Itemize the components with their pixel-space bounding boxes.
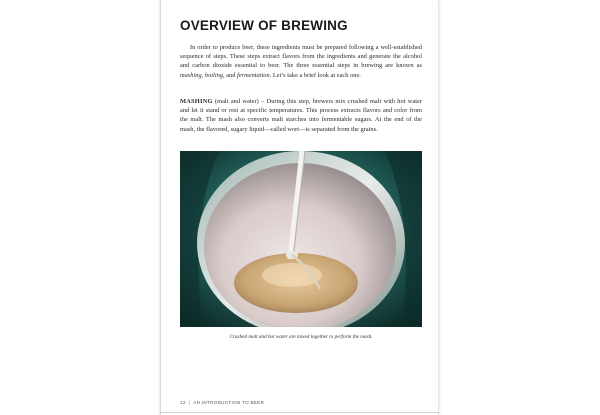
intro-comma: ,	[201, 71, 205, 79]
page-number: 12	[180, 400, 186, 405]
term-fermentation: fermentation	[237, 71, 270, 79]
page-bottom-edge	[160, 412, 439, 413]
mashing-paragraph	[180, 97, 422, 134]
mashing-text: (malt and water) – During this step, brewers mix crushed malt with hot water and let it stand or rest at specific temperatures. This process extracts flavors and color from the malt. The mash also converts malt starches into fermentable sugars. At the end of the mash, the flavored, sugary liquid—called wort—is separated from the grains.	[180, 98, 422, 133]
term-boiling: boiling	[204, 71, 223, 79]
intro-paragraph	[180, 43, 422, 80]
photo-caption: Crushed malt and hot water are mixed together to perform the mash.	[229, 334, 373, 340]
section-heading: OVERVIEW OF BREWING	[180, 18, 348, 33]
mashing-lead: MASHING	[180, 98, 213, 105]
intro-text-1: In order to produce beer, these ingredients must be prepared following a well-established sequence of steps. These steps extract flavors from the ingredients and generate the alcohol and carbon dioxide essential to beer. The three essential steps in brewing are known as	[180, 44, 422, 70]
term-mashing: mashing	[180, 71, 202, 79]
mash-tun-photo	[180, 151, 422, 327]
footer-separator: |	[188, 400, 191, 405]
intro-and: , and	[222, 71, 238, 79]
running-title: AN INTRODUCTION TO BEER	[193, 400, 265, 405]
intro-text-2: . Let’s take a brief look at each one.	[269, 71, 361, 79]
page-footer	[180, 400, 264, 405]
book-page	[160, 0, 439, 415]
